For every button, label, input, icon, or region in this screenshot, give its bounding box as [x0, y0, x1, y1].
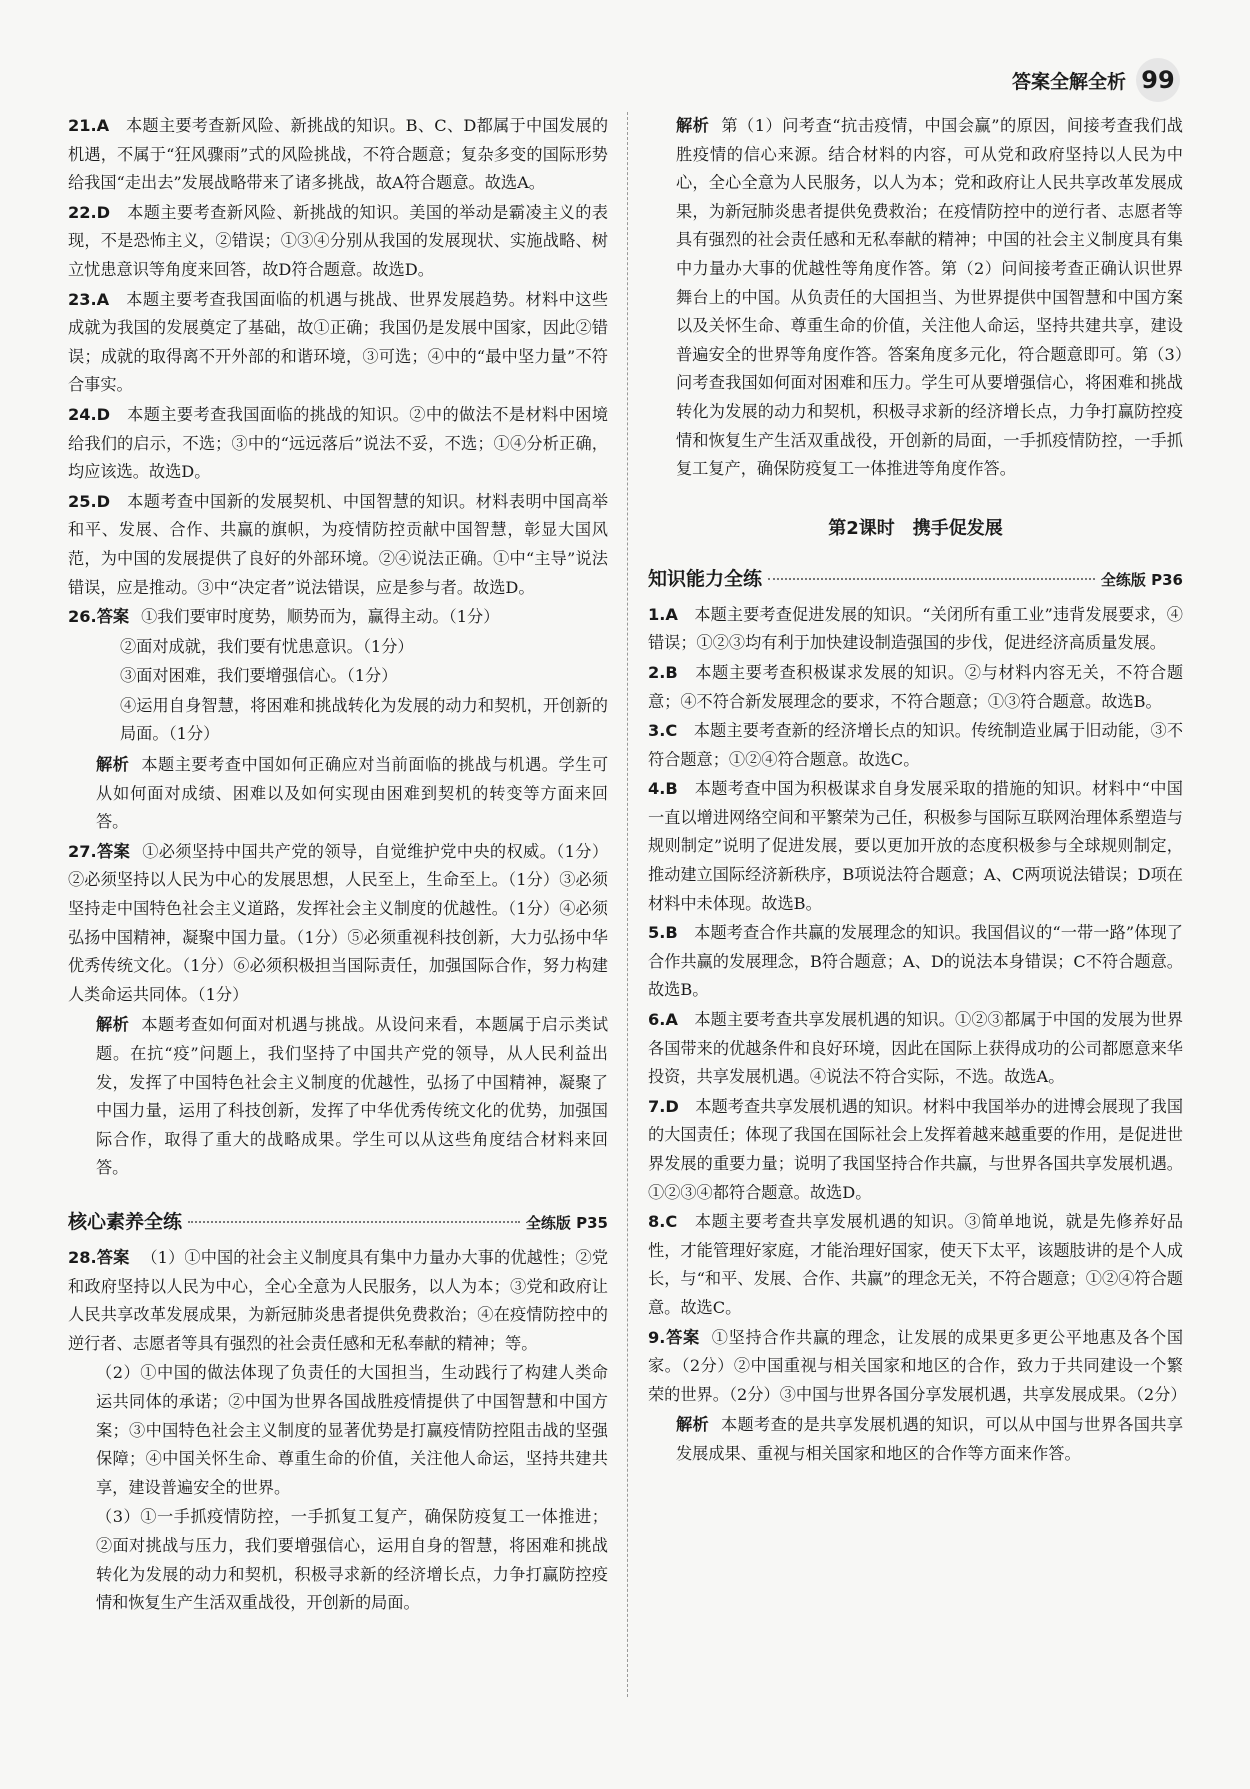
answer-item: 24.D 本题主要考查我国面临的挑战的知识。②中的做法不是材料中困境给我们的启示，不选；③中的“远远落后”说法不妥，不选；①④分析正确，均应该选。故选D。 — [68, 404, 609, 482]
analysis: 解析 本题考查的是共享发展机遇的知识，可以从中国与世界各国共享发展成果、重视与相关国家和地区的合作等方面来作答。 — [676, 1415, 1184, 1463]
answer-line: ②面对成就，我们要有忧患意识。（1分） — [120, 636, 414, 656]
question-28 — [68, 1244, 608, 1618]
answer-item: 22.D 本题主要考查新风险、新挑战的知识。美国的举动是霸凌主义的表现，不是恐怖主义，②错误；①③④分别从我国的发展现状、实施战略、树立忧患意识等角度来回答，故D符合题意。故选D。 — [68, 202, 609, 279]
column-divider — [627, 112, 628, 1697]
answer-line: ③面对困难，我们要增强信心。（1分） — [120, 666, 398, 686]
answer-item: 1.A 本题主要考查促进发展的知识。“关闭所有重工业”违背发展要求，④错误；①②③均有利于加快建设制造强国的步伐，促进经济高质量发展。 — [648, 604, 1183, 653]
dotted-leader — [768, 578, 1095, 580]
answer-item: 3.C 本题主要考查新的经济增长点的知识。传统制造业属于旧动能，③不符合题意；①②④符合题意。故选C。 — [648, 721, 1184, 769]
page-number: 99 — [1136, 58, 1180, 102]
question-27 — [68, 838, 608, 1183]
answer-text: 9.答案 ①坚持合作共赢的理念，让发展的成果更多更公平地惠及各个国家。（2分）②中国重视与相关国家和地区的合作，致力于共同建设一个繁荣的世界。（2分）③中国与世界各国分享发展机遇，共享发展成果。（2分） — [648, 1327, 1187, 1404]
section-heading — [648, 564, 1183, 591]
answer-line: ④运用自身智慧，将困难和挑战转化为发展的动力和契机，开创新的局面。（1分） — [120, 695, 608, 744]
question-26 — [68, 603, 608, 837]
answer-item: 5.B 本题考查合作共赢的发展理念的知识。我国倡议的“一带一路”体现了合作共赢的发展理念，B符合题意；A、D的说法本身错误；C不符合题意。故选B。 — [648, 923, 1183, 1000]
answer-item: 23.A 本题主要考查我国面临的机遇与挑战、世界发展趋势。材料中这些成就为我国的发展奠定了基础，故①正确；我国仍是发展中国家，因此②错误；成就的取得离不开外部的和谐环境，③可选；④中的“最中坚力量”不符合事实。 — [68, 289, 609, 395]
answer-text: （3）①一手抓疫情防控，一手抓复工复产，确保防疫复工一体推进；②面对挑战与压力，我们要增强信心，运用自身的智慧，将困难和挑战转化为发展的动力和契机，积极寻求新的经济增长点，力争打赢防控疫情和恢复生产生活双重战役，开创新的局面。 — [96, 1507, 608, 1613]
lesson-title: 第2课时 携手促发展 — [828, 517, 1003, 539]
analysis: 解析 第（1）问考查“抗击疫情，中国会赢”的原因，间接考查我们战胜疫情的信心来源。结合材料的内容，可从党和政府坚持以人民为中心，全心全意为人民服务，以人为本；党和政府让人民共享改革发展成果，为新冠肺炎患者提供免费救治；在疫情防控中的逆行者、志愿者等具有强烈的社会责任感和无私奉献的精神；中国的社会主义制度具有集中力量办大事的优越性等角度作答。第（2）问间接考查正确认识世界舞台上的中国。从负责任的大国担当、为世界提供中国智慧和中国方案以及关怀生命、尊重生命的价值，关注他人命运，坚持共建共享，建设普遍安全的世界等角度作答。答案角度多元化，符合题意即可。第（3）问考查我国如何面对困难和压力。学生可从要增强信心，将困难和挑战转化为发展的动力和契机，积极寻求新的经济增长点，力争打赢防控疫情和恢复生产生活双重战役，开创新的局面，一手抓疫情防控，一手抓复工复产，确保防疫复工一体推进等角度作答。 — [676, 116, 1183, 479]
header-title: 答案全解全析 — [1011, 70, 1126, 93]
section-heading — [68, 1207, 608, 1234]
dotted-leader — [188, 1221, 520, 1223]
left-column — [68, 112, 608, 1619]
right-column — [648, 112, 1187, 1470]
answer-text: 28.答案 （1）①中国的社会主义制度具有集中力量办大事的优越性；②党和政府坚持以人民为中心，全心全意为人民服务，以人为本；③党和政府让人民共享改革发展成果，为新冠肺炎患者提供免费救治；④在疫情防控中的逆行者、志愿者等具有强烈的社会责任感和无私奉献的精神；等。 — [68, 1247, 608, 1353]
analysis: 解析 本题主要考查中国如何正确应对当前面临的挑战与机遇。学生可从如何面对成绩、困难以及如何实现由困难到契机的转变等方面来回答。 — [96, 755, 609, 832]
section-reference: 全练版 P36 — [1100, 570, 1183, 589]
answer-item: 7.D 本题考查共享发展机遇的知识。材料中我国举办的进博会展现了我国的大国责任；体现了我国在国际社会上发挥着越来越重要的作用，是促进世界发展的重要力量；说明了我国坚持合作共赢，与世界各国共享发展机遇。①②③④都符合题意。故选D。 — [648, 1096, 1184, 1202]
question-9 — [648, 1324, 1187, 1469]
section-title: 核心素养全练 — [68, 1210, 183, 1233]
answer-item: 2.B 本题主要考查积极谋求发展的知识。②与材料内容无关，不符合题意；④不符合新发展理念的要求，不符合题意；①③符合题意。故选B。 — [648, 662, 1184, 711]
answer-text: 27.答案 ①必须坚持中国共产党的领导，自觉维护党中央的权威。（1分）②必须坚持以人民为中心的发展思想，人民至上，生命至上。（1分）③必须坚持走中国特色社会主义道路，发挥社会主义制度的优越性。（1分）④必须弘扬中国精神，凝聚中国力量。（1分）⑤必须重视科技创新，大力弘扬中华优秀传统文化。（1分）⑥必须积极担当国际责任，加强国际合作，努力构建人类命运共同体。（1分） — [68, 841, 609, 1004]
section-title: 知识能力全练 — [648, 567, 763, 590]
page-header — [1012, 58, 1180, 102]
analysis: 解析 本题考查如何面对机遇与挑战。从设问来看，本题属于启示类试题。在抗“疫”问题上，我们坚持了中国共产党的领导，从人民利益出发，发挥了中国特色社会主义制度的优越性，弘扬了中国精神，凝聚了中国力量，运用了科技创新，发挥了中华优秀传统文化的优势，加强国际合作，取得了重大的战略成果。学生可以从这些角度结合材料来回答。 — [96, 1015, 609, 1178]
answer-item: 8.C 本题主要考查共享发展机遇的知识。③简单地说，就是先修养好品性，才能管理好家庭，才能治理好国家，使天下太平，该题肢讲的是个人成长，与“和平、发展、合作、共赢”的理念无关，不符合题意；①②④符合题意。故选C。 — [648, 1212, 1184, 1317]
answer-item: 6.A 本题主要考查共享发展机遇的知识。①②③都属于中国的发展为世界各国带来的优越条件和良好环境，因此在国际上获得成功的公司都愿意来华投资，共享发展机遇。④说法不符合实际，不选。故选A。 — [648, 1010, 1184, 1087]
answer-item: 21.A 本题主要考查新风险、新挑战的知识。B、C、D都属于中国发展的机遇，不属于“狂风骤雨”式的风险挑战，不符合题意；复杂多变的国际形势给我国“走出去”发展战略带来了诸多挑战，故A符合题意。故选A。 — [68, 116, 609, 193]
answer-item: 25.D 本题考查中国新的发展契机、中国智慧的知识。材料表明中国高举和平、发展、合作、共赢的旗帜，为疫情防控贡献中国智慧，彰显大国风范，为中国的发展提供了良好的外部环境。②④说法正确。①中“主导”说法错误，应是推动。③中“决定者”说法错误，应是参与者。故选D。 — [68, 491, 609, 597]
answer-item: 4.B 本题考查中国为积极谋求自身发展采取的措施的知识。材料中“中国一直以增进网络空间和平繁荣为己任，积极参与国际互联网治理体系塑造与规则制定”说明了促进发展，要以更加开放的态度积极参与全球规则制定，推动建立国际经济新秩序，B项说法符合题意；A、C两项说法错误；D项在材料中未体现。故选B。 — [648, 779, 1183, 913]
answer-line: 26.答案 ①我们要审时度势，顺势而为，赢得主动。（1分） — [68, 607, 500, 627]
section-reference: 全练版 P35 — [525, 1213, 608, 1232]
answer-text: （2）①中国的做法体现了负责任的大国担当，生动践行了构建人类命运共同体的承诺；②中国为世界各国战胜疫情提供了中国智慧和中国方案；③中国特色社会主义制度的显著优势是打赢疫情防控阻击战的坚强保障；④中国关怀生命、尊重生命的价值，关注他人命运，坚持共建共享，建设普遍安全的世界。 — [96, 1363, 608, 1497]
